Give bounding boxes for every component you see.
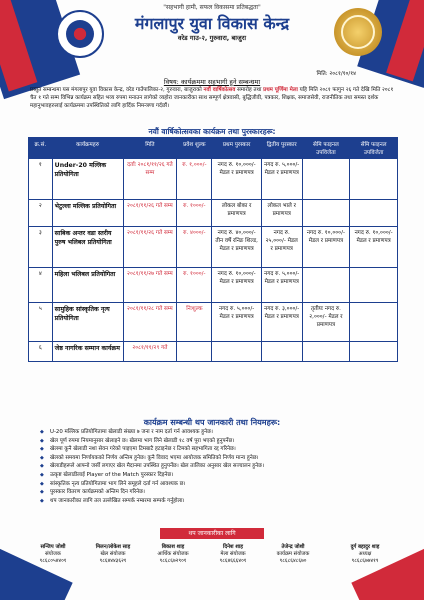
- header-program: कार्यक्रमहरु: [52, 138, 123, 159]
- cell-semi1: तृतीयः नगद रु. २,०००/- मेडल र प्रमाणपत्र: [302, 303, 350, 342]
- cell-semi2: [350, 303, 398, 342]
- notes-title: कार्यक्रम सम्बन्धी थप जानकारी तथा नियमहरू:: [143, 418, 281, 427]
- list-item: ◆ उत्कृष्ट खेलाडीलाई Player of the Match पुरस्कार दिइनेछ।: [40, 472, 392, 480]
- cell-sn: ३: [29, 227, 53, 268]
- cell-semi2: [350, 159, 398, 200]
- header-sn: क्र.सं.: [29, 138, 53, 159]
- header-first-prize: प्रथम पुरस्कार: [212, 138, 261, 159]
- signature-block: [330, 544, 400, 565]
- signature-role: संयोजक: [45, 551, 61, 557]
- cell-second: नगद रु. ५,०००/- मेडल र प्रमाणपत्र: [261, 159, 302, 200]
- header-semi1: सेमि फाइनल उपविजेता: [302, 138, 350, 159]
- cell-date: २०८१/११/२९ गते: [123, 342, 177, 362]
- signature-name: दिनेश शाह: [223, 544, 243, 550]
- program-table: [28, 137, 398, 362]
- cell-name: साबिक अन्तर वडा स्तरीय पुरुष भलिबल प्रतियोगिता: [52, 227, 123, 268]
- list-item: ◆ थप जानकारीका लागि तल उल्लेखित सम्पर्क नम्बरमा सम्पर्क गर्नुहोला।: [40, 498, 392, 506]
- cell-first: नगद रु. ४०,०००/- तीन वर्षे रनिङ शिल्ड, मेडल र प्रमाणपत्र: [212, 227, 261, 268]
- table-row: [29, 159, 398, 200]
- cell-second: नगद रु. ५,०००/- मेडल र प्रमाणपत्र: [261, 268, 302, 303]
- cell-semi1: [302, 268, 350, 303]
- signature-name: मिलन/लोकेश साह: [95, 544, 131, 550]
- table-row: [29, 200, 398, 227]
- cell-sn: २: [29, 200, 53, 227]
- notes-list: [40, 429, 392, 506]
- letter-date: मिति: २०८१/१०/१४: [316, 71, 356, 77]
- header-date: मिति: [123, 138, 177, 159]
- cell-first: नगद रु. ५,०००/- मेडल र प्रमाणपत्र: [212, 303, 261, 342]
- signature-role: कार्यक्रम संयोजक: [276, 551, 310, 557]
- cell-date: २०८१/११/२६ गते सम्म: [123, 227, 177, 268]
- signature-phone: ९८६४४४३६२१: [99, 558, 127, 564]
- cell-first: लोकल बोका र प्रमाणपत्र: [212, 200, 261, 227]
- cell-name: सामुहिक सांस्कृतिक नृत्य प्रतियोगिता: [52, 303, 123, 342]
- list-item: ◆ सांस्कृतिक नृत्य प्रतियोगितामा भाग लिने समूहले दर्ता गर्न आवश्यक छ।: [40, 481, 392, 489]
- cell-fee: [177, 342, 212, 362]
- cell-date: २०८१/११/२७ गते सम्म: [123, 268, 177, 303]
- signature-phone: ९८६४६६६४०१: [219, 558, 247, 564]
- table-row: [29, 303, 398, 342]
- cell-semi2: [350, 268, 398, 303]
- cell-fee: रु. १०००/-: [177, 200, 212, 227]
- cell-first: [212, 342, 261, 362]
- cell-fee: रु. १,०००/-: [177, 159, 212, 200]
- cell-second: नगद रु. २५,०००/- मेडल र प्रमाणपत्र: [261, 227, 302, 268]
- table-row: [29, 342, 398, 362]
- header-semi2: सेमि फाइनल उपविजेता: [350, 138, 398, 159]
- signature-role: आर्थिक संयोजक: [157, 551, 189, 557]
- cell-fee: रु. १०००/-: [177, 268, 212, 303]
- signature-name: बिकाश शाह: [161, 544, 185, 550]
- cell-semi2: [350, 200, 398, 227]
- cell-second: [261, 342, 302, 362]
- list-item: ◆ खेलाडीहरूले आफ्नो जर्सी लगाएर खेल मैदानमा उपस्थित हुनुपर्नेछ। खेल तालिका अनुसार खेल सञ्चालन हुनेछ।: [40, 463, 392, 471]
- signature-block: [258, 544, 328, 565]
- organization-title: मंगलापुर युवा विकास केन्द्र: [134, 14, 290, 33]
- letter-body: प्रस्तुत सम्बन्धमा यस मंगलापुर युवा विकास केन्द्र, वरेड गाउँपालिका-२, गुरुवारा, बाजुराको नवौं वार्षिकोत्सव समारोह तथा प्रथम पूर्णिमा मेला यहि मिति २०८१ फागुन २६ गते देखि मिति २०८१ चैत १ गते सम्म विभिन्न कार्यक्रम सहित भव्य रुपमा मनाउन लागेको व्यहोरा जानकारीका साथ सम्पूर्ण क्षेत्रवासी, बुद्धिजीवी, पत्रकार, शिक्षक, समाजसेवी, राजनीतिक तथा समस्त दर्शक महानुभावहरुलाई कार्यक्रममा उपस्थितिको लागि हार्दिक निमन्त्रणा गर्दछौं।: [30, 87, 394, 109]
- header-second-prize: द्वितीय पुरस्कार: [261, 138, 302, 159]
- cell-name: Under-20 मल्लिक प्रतियोगिता: [52, 159, 123, 200]
- list-item: ◆ पुरस्कार वितरण कार्यक्रमको अन्तिम दिन गरिनेछ।: [40, 489, 392, 497]
- cell-second: लोकल भाले र प्रमाणपत्र: [261, 200, 302, 227]
- cell-date: २०८१/११/२८ गते सम्म: [123, 303, 177, 342]
- list-item: ◆ खेलमा कुनै खेलाडी नशा सेवन गरेको पाइएमा टिमबाटै हटाइनेछ र टिमको सहभागिता रद्द गरिनेछ।: [40, 446, 392, 454]
- cell-sn: १: [29, 159, 53, 200]
- organization-address: वरेड गाउ-२, गुरुवारा, बाजुरा: [177, 34, 247, 42]
- cell-semi1: नगद रु. १०,०००/- मेडल र प्रमाणपत्र: [302, 227, 350, 268]
- header-fee: प्रवेश शुल्क: [177, 138, 212, 159]
- signature-role: अध्यक्ष: [358, 551, 372, 557]
- cell-name: भेटुल्ला मल्लिक प्रतियोगिता: [52, 200, 123, 227]
- cell-semi2: [350, 342, 398, 362]
- cell-sn: ४: [29, 268, 53, 303]
- cell-date: २०८१/११/२६ गते सम्म: [123, 200, 177, 227]
- signature-name: तेजेन्द्र जोशी: [281, 544, 305, 550]
- signature-role: मेला संयोजक: [220, 551, 246, 557]
- cell-sn: ५: [29, 303, 53, 342]
- table-row: [29, 268, 398, 303]
- signature-phone: ९८६८६४८६७०: [279, 558, 307, 564]
- cell-first: नगद रु. १०,०००/- मेडल र प्रमाणपत्र: [212, 159, 261, 200]
- cell-fee: निःशुल्क: [177, 303, 212, 342]
- signature-role: खेल संयोजक: [100, 551, 126, 557]
- signature-name: सन्जिप जोशी: [40, 544, 66, 550]
- cell-second: नगद रु. ३,०००/- मेडल र प्रमाणपत्र: [261, 303, 302, 342]
- signature-name: दुर्ग बहादुर शाह: [350, 544, 380, 550]
- signature-phone: ९८६८६७२९०१: [159, 558, 187, 564]
- list-item: ◆ U-20 मल्लिक प्रतियोगितामा खेलाडी संख्या ७ जना र नाम दर्ता गर्न आवश्यक हुनेछ।: [40, 429, 392, 437]
- cell-semi2: नगद रु. १०,०००/- मेडल र प्रमाणपत्र: [350, 227, 398, 268]
- list-item: ◆ खेल पूर्ण रुपमा नियमानुसार खेलाइने छ। खेलमा भाग लिने खेलाडी १८ वर्ष पूरा भएको हुनुपर्नेछ।: [40, 438, 392, 446]
- cell-semi1: [302, 200, 350, 227]
- program-table-title: नवौं वार्षिकोत्सवका कार्यक्रम तथा पुरस्कारहरू:: [148, 127, 276, 136]
- cell-first: नगद रु. १०,०००/- मेडल र प्रमाणपत्र: [212, 268, 261, 303]
- list-item: ◆ खेलको समयमा निर्णायकको निर्णय अन्तिम हुनेछ। कुनै विवाद भएमा आयोजक समितिको निर्णय मान्य हुनेछ।: [40, 455, 392, 463]
- motto: "सहभागी हामी, सफल विकासमा प्रतिबद्धता": [163, 4, 261, 11]
- signature-phone: ९८६८०५४४०१: [39, 558, 67, 564]
- signature-phone: ९८६८६७७४१९: [351, 558, 379, 564]
- table-row: [29, 227, 398, 268]
- cell-name: जेष्ठ नागरिक सम्मान कार्यक्रम: [52, 342, 123, 362]
- cell-semi1: [302, 342, 350, 362]
- cell-semi1: [302, 159, 350, 200]
- letter-subject: विषय: कार्यक्रममा सहभागी हुने सम्बन्धमा: [163, 78, 261, 86]
- cell-date: दर्ताः २०८१/११/२६ गते सम्म: [123, 159, 177, 200]
- contact-banner: थप जानकारीका लागि: [160, 528, 264, 539]
- cell-sn: ६: [29, 342, 53, 362]
- cell-fee: रु. ४०००/-: [177, 227, 212, 268]
- cell-name: महिला भलिबल प्रतियोगिता: [52, 268, 123, 303]
